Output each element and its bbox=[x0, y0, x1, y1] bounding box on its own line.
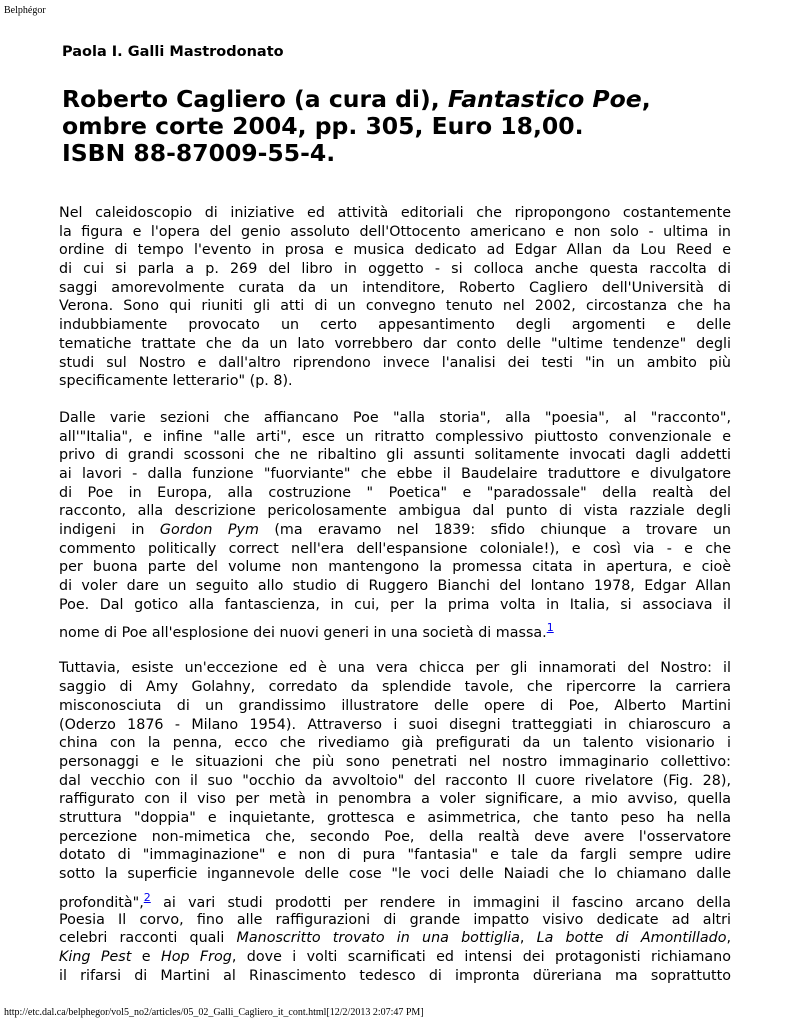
text-line bbox=[59, 929, 731, 948]
text-line bbox=[59, 790, 731, 809]
text-line bbox=[59, 772, 731, 791]
text-line bbox=[59, 484, 731, 503]
text-run: indubbiamente provocato un certo appesantimento degli argomenti e delle bbox=[59, 317, 731, 334]
title-line-3: ISBN 88-87009-55-4. bbox=[62, 139, 336, 167]
text-run: racconto, alla descrizione pericolosamente ambigua dal punto di vista razziale degli bbox=[59, 503, 731, 520]
text-run: e bbox=[131, 949, 161, 966]
text-line bbox=[59, 465, 731, 484]
italic-title: King Pest bbox=[59, 949, 132, 966]
paragraph bbox=[59, 204, 731, 391]
text-run: indigeni in bbox=[59, 522, 160, 538]
text-line bbox=[59, 678, 731, 697]
text-line bbox=[59, 753, 731, 772]
text-run: celebri racconti quali bbox=[59, 930, 237, 947]
text-run: Nel caleidoscopio di iniziative ed attività editoriali che ripropongono costantemente bbox=[59, 205, 731, 221]
text-run: ai vari studi prodotti per rendere in immagini il fascino arcano della bbox=[150, 894, 731, 911]
text-run: Tuttavia, esiste un'eccezione ed è una vera chicca per gli innamorati del Nostro: il bbox=[59, 660, 731, 677]
text-line bbox=[59, 354, 731, 373]
text-run: privo di grandi scossoni che ne ribaltino gli assunti solitamente invocati dagli addetti bbox=[59, 447, 731, 464]
text-line bbox=[59, 316, 731, 335]
print-footer-url: http://etc.dal.ca/belphegor/vol5_no2/articles/05_02_Galli_Cagliero_it_cont.html[12/2/2013 2:07:47 PM] bbox=[4, 1007, 424, 1018]
text-line bbox=[59, 614, 731, 641]
text-line bbox=[59, 911, 731, 930]
footnote-link[interactable]: 1 bbox=[546, 621, 554, 635]
text-run: studi sul Nostro e dall'altro riprendono invece l'analisi dei testi "in un ambito più bbox=[59, 354, 731, 371]
text-run: il rifarsi di Martini al Rinascimento tedesco di impronta düreriana ma soprattutto bbox=[59, 967, 731, 984]
text-line bbox=[59, 521, 731, 540]
text-run: per buona parte del volume non mantengono la promessa citata in apertura, e cioè bbox=[59, 559, 731, 576]
text-line bbox=[59, 260, 731, 279]
text-line bbox=[59, 716, 731, 735]
text-line bbox=[59, 428, 731, 447]
title-line-2: ombre corte 2004, pp. 305, Euro 18,00. bbox=[62, 112, 584, 140]
text-run: , bbox=[519, 930, 537, 947]
text-line bbox=[59, 865, 731, 884]
text-line bbox=[59, 279, 731, 298]
text-run: dotato di "immaginazione" e non di pura "fantasia" e tale da fargli sempre udire bbox=[59, 847, 731, 864]
italic-title: Gordon Pym bbox=[159, 522, 259, 538]
text-run: specificamente letterario" (p. 8). bbox=[59, 373, 293, 390]
text-run: Dalle varie sezioni che affiancano Poe "alla storia", alla "poesia", al "racconto", bbox=[59, 409, 731, 426]
text-line bbox=[59, 697, 731, 716]
text-line bbox=[59, 577, 731, 596]
text-line bbox=[59, 540, 731, 559]
text-run: , dove i volti scarnificati ed intensi dei protagonisti richiamano bbox=[231, 949, 731, 966]
text-line bbox=[59, 596, 731, 615]
author-name: Paola I. Galli Mastrodonato bbox=[62, 44, 284, 60]
text-run: struttura "doppia" e inquietante, grottesca e asimmetrica, che tanto peso ha nella bbox=[59, 809, 731, 826]
text-line bbox=[59, 241, 731, 260]
text-line bbox=[59, 297, 731, 316]
text-run: nome di Poe all'esplosione dei nuovi generi in una società di massa. bbox=[59, 625, 547, 642]
text-run: china con la penna, ecco che rivediamo già prefigurati da un talento visionario i bbox=[59, 735, 731, 752]
title-line-1-prefix: Roberto Cagliero (a cura di), bbox=[62, 85, 448, 113]
print-header: Belphégor bbox=[4, 5, 46, 16]
text-run: (ma eravamo nel 1839: sfido chiunque a trovare un bbox=[258, 522, 731, 538]
text-line bbox=[59, 809, 731, 828]
text-run: ordine di tempo l'evento in prosa e musica dedicato ad Edgar Allan da Lou Reed e bbox=[59, 242, 731, 259]
text-run: di Poe in Europa, alla costruzione " Poetica" e "paradossale" della realtà del bbox=[59, 484, 731, 501]
text-run: percezione non-mimetica che, secondo Poe, della realtà deve avere l'osservatore bbox=[59, 828, 731, 845]
text-run: all'"Italia", e infine "alle arti", esce un ritratto complessivo piuttosto convenzionale e bbox=[59, 428, 731, 445]
text-run: profondità", bbox=[59, 894, 144, 911]
text-line bbox=[59, 734, 731, 753]
text-run: di voler dare un seguito allo studio di Ruggero Bianchi del lontano 1978, Edgar Allan bbox=[59, 578, 731, 595]
text-run: (Oderzo 1876 - Milano 1954). Attraverso i suoi disegni tratteggiati in chiaroscuro a bbox=[59, 716, 731, 733]
text-run: , bbox=[726, 930, 731, 947]
text-line bbox=[59, 446, 731, 465]
italic-title: La botte di Amontillado bbox=[536, 930, 727, 947]
text-line bbox=[59, 948, 731, 967]
text-line bbox=[59, 204, 731, 223]
article-body bbox=[59, 204, 731, 985]
italic-title: Manoscritto trovato in una bottiglia bbox=[236, 930, 520, 947]
paragraph bbox=[59, 659, 731, 985]
text-run: dal vecchio con il suo "occhio da avvoltoio" del racconto Il cuore rivelatore (Fig. 28), bbox=[59, 772, 731, 789]
text-line bbox=[59, 502, 731, 521]
text-run: la figura e l'opera del genio assoluto dell'Ottocento americano e non solo - ultima in bbox=[59, 223, 731, 240]
title-line-1-suffix: , bbox=[641, 85, 651, 113]
text-line bbox=[59, 828, 731, 847]
text-line bbox=[59, 967, 731, 986]
text-line bbox=[59, 659, 731, 678]
text-line bbox=[59, 409, 731, 428]
text-run: sotto la superficie ingannevole delle cose "le voci delle Naiadi che lo chiamano dalle bbox=[59, 866, 731, 882]
text-line bbox=[59, 223, 731, 242]
text-run: raffigurato con il viso per metà in penombra a voler significare, a mio avviso, quella bbox=[59, 791, 731, 808]
text-line bbox=[59, 846, 731, 865]
title-book-italic: Fantastico Poe bbox=[447, 85, 642, 113]
text-run: ai lavori - dalla funzione "fuorviante" che ebbe il Baudelaire traduttore e divulgatore bbox=[59, 465, 731, 482]
title-line-1 bbox=[62, 86, 762, 113]
text-run: commento politically correct nell'era dell'espansione coloniale!), e così via - e che bbox=[59, 540, 731, 557]
text-run: misconosciuta di un grandissimo illustratore delle opere di Poe, Alberto Martini bbox=[59, 697, 731, 714]
review-title bbox=[62, 86, 762, 167]
text-line bbox=[59, 372, 731, 391]
text-run: Verona. Sono qui riuniti gli atti di un convegno tenuto nel 2002, circostanza che ha bbox=[59, 298, 731, 315]
text-run: Poe. Dal gotico alla fantascienza, in cui, per la prima volta in Italia, si associava il bbox=[59, 596, 731, 613]
footnote-marker bbox=[547, 620, 554, 634]
text-run: di cui si parla a p. 269 del libro in oggetto - si colloca anche questa raccolta di bbox=[59, 261, 731, 278]
footnote-marker bbox=[144, 890, 151, 904]
text-run: saggi amorevolmente curata da un intenditore, Roberto Cagliero dell'Università di bbox=[59, 279, 731, 296]
text-run: saggio di Amy Golahny, corredato da splendide tavole, che ripercorre la carriera bbox=[59, 679, 731, 696]
text-line bbox=[59, 558, 731, 577]
text-run: personaggi e le situazioni che più sono penetrati nel nostro immaginario collettivo: bbox=[59, 753, 731, 770]
text-run: Poesia Il corvo, fino alle raffigurazioni di grande impatto visivo dedicate ad altri bbox=[59, 911, 731, 928]
italic-title: Hop Frog bbox=[160, 949, 232, 966]
text-run: tematiche trattate che da un lato vorrebbero dar conto delle "ultime tendenze" degli bbox=[59, 335, 731, 352]
text-line bbox=[59, 335, 731, 354]
paragraph bbox=[59, 409, 731, 642]
footnote-link[interactable]: 2 bbox=[143, 890, 151, 904]
text-line bbox=[59, 884, 731, 911]
